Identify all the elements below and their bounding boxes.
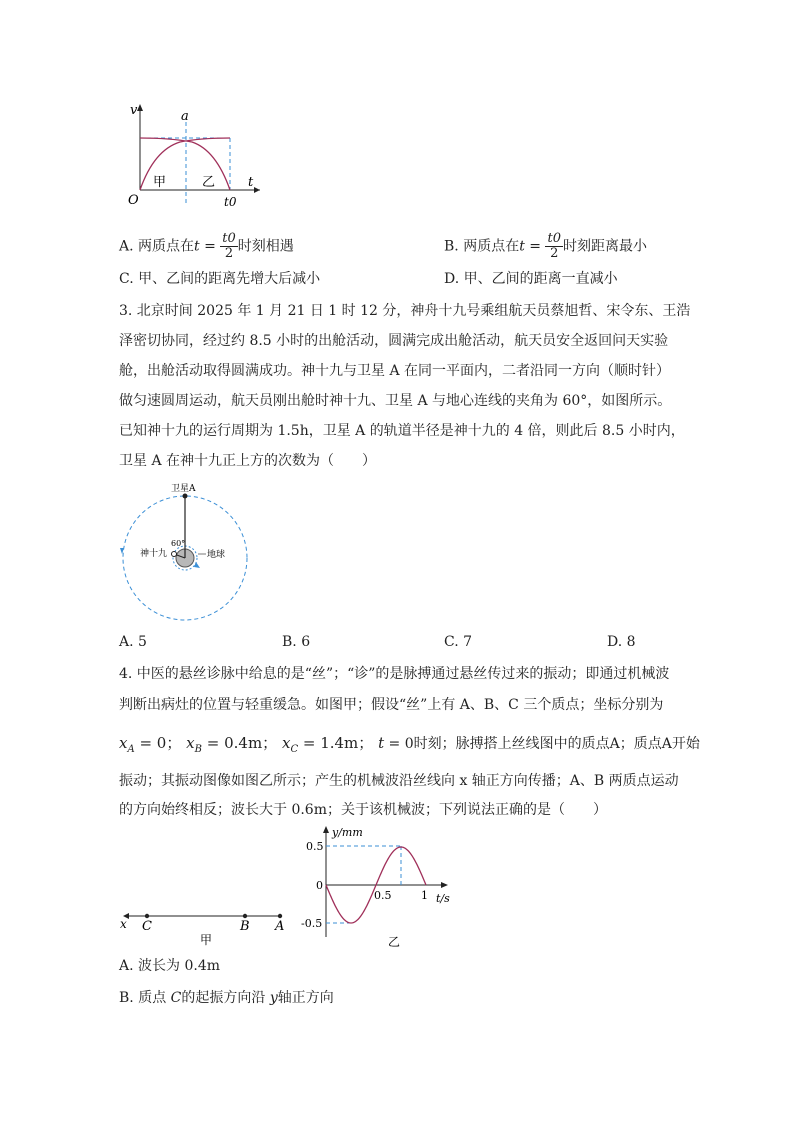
q4-sep1: ； [166, 734, 182, 752]
q4-t: t [378, 734, 385, 752]
label-angle: 60° [171, 539, 186, 548]
xtick-1: 1 [421, 889, 428, 902]
q2-a-prefix: A. 两质点在 [119, 238, 195, 255]
q4-xb: x [186, 734, 195, 752]
y-axis-arrow [323, 826, 329, 833]
label-satellite: 卫星A [171, 484, 196, 494]
q2-a-suffix: 时刻相遇 [237, 238, 294, 255]
point-c [145, 914, 149, 918]
q4-b-c: C [170, 990, 182, 1006]
satellite-dot [183, 494, 188, 499]
label-earth: 地球 [207, 550, 226, 560]
q4-xb-sub: B [194, 744, 202, 755]
q4-xa: x [119, 734, 128, 752]
q3-orbit-figure [118, 478, 258, 628]
q3-line1: 3. 北京时间 2025 年 1 月 21 日 1 时 12 分，神舟十九号乘组航天员蔡旭哲、宋令东、王浩 [119, 303, 691, 319]
q2-a-num: t0 [222, 231, 236, 246]
q2-b-den: 2 [550, 246, 559, 261]
xtick-05: 0.5 [374, 889, 392, 902]
q4-b-suffix: 轴正方向 [277, 990, 334, 1006]
q3-option-a: A. 5 [119, 634, 147, 650]
label-a: a [181, 109, 189, 124]
q2-b-num: t0 [547, 231, 561, 246]
q2-option-c: C. 甲、乙间的距离先增大后减小 [119, 271, 321, 287]
t-axis-arrow [441, 882, 448, 888]
q4-line3-rest: = 0时刻；脉搏搭上丝线图中的质点A；质点A开始 [384, 736, 700, 752]
q3-line6: 卫星 A 在神十九正上方的次数为（ ） [119, 453, 377, 469]
label-x: x [120, 917, 127, 931]
label-yi: 乙 [202, 175, 216, 190]
q2-a-t: t [194, 238, 200, 255]
q4-line2: 判断出病灶的位置与轻重缓急。如图甲；假设“丝”上有 A、B、C 三个质点；坐标分别为 [119, 697, 664, 713]
q4-b-y: y [269, 990, 278, 1006]
q4-sep3: ； [358, 734, 374, 752]
label-t: t [248, 175, 254, 190]
q3-line2: 泽密切协同，经过约 8.5 小时的出舱活动，圆满完成出舱活动，航天员安全返回问天实验 [119, 333, 669, 349]
q4-option-a: A. 波长为 0.4m [119, 958, 221, 974]
q3-stem [119, 296, 691, 476]
q4-b-mid: 的起振方向沿 [181, 990, 266, 1006]
q2-b-prefix: B. 两质点在 [444, 238, 520, 255]
q3-line5: 已知神十九的运行周期为 1.5h，卫星 A 的轨道半径是神十九的 4 倍，则此后 8.5 小时内， [119, 423, 685, 439]
q4-xc: x [281, 734, 291, 752]
q2-a-frac [220, 232, 238, 261]
q2-b-suffix: 时刻距离最小 [562, 238, 647, 255]
label-t0: t0 [224, 195, 237, 209]
q2-a-den: 2 [224, 246, 234, 261]
q4-b-prefix: B. 质点 [119, 990, 167, 1006]
q4-option-b [119, 988, 334, 1008]
q4-sep2: ； [262, 734, 278, 752]
label-v: v [130, 103, 138, 118]
q2-a-eq: = [199, 238, 221, 255]
shenshijiu-dot [172, 552, 177, 557]
q4-line5: 的方向始终相反；波长大于 0.6m；关于该机械波；下列说法正确的是（ ） [119, 802, 607, 818]
q4-xb-val: = 0.4m [201, 734, 263, 752]
tick-05: 0.5 [306, 840, 324, 853]
q2-vt-graph [120, 100, 270, 212]
label-origin: O [128, 193, 139, 208]
ylabel: y/mm [332, 826, 363, 839]
t-axis-arrow [254, 187, 260, 193]
q4-line3 [119, 733, 700, 760]
inner-arrow-icon [194, 562, 200, 568]
label-c: C [142, 919, 152, 934]
q3-line3: 舱，出舱活动取得圆满成功。神十九与卫星 A 在同一平面内，二者沿同一方向（顺时针） [119, 363, 671, 379]
q2-option-b [444, 232, 647, 261]
v-axis-arrow [137, 104, 143, 111]
point-b [243, 914, 247, 918]
tick-0: 0 [316, 879, 323, 892]
label-shenshijiu: 神十九 [140, 549, 168, 559]
point-a [278, 914, 282, 918]
q4-line1: 4. 中医的悬丝诊脉中给息的是“丝”；“诊”的是脉搏通过悬丝传过来的振动；即通过机械波 [119, 666, 670, 682]
q3-option-c: C. 7 [444, 634, 473, 650]
q3-option-d: D. 8 [607, 634, 636, 650]
q4-xa-val: = 0 [134, 734, 167, 752]
q4-line4: 振动；其振动图像如图乙所示；产生的机械波沿丝线向 x 轴正方向传播；A、B 两质点运动 [119, 773, 679, 789]
q2-b-t: t [519, 238, 525, 255]
label-b: B [240, 919, 250, 934]
q4-xc-val: = 1.4m [298, 734, 359, 752]
q4-figure-jia [115, 900, 295, 950]
caption-jia: 甲 [200, 933, 213, 947]
caption-yi: 乙 [388, 935, 401, 949]
q2-b-frac [545, 232, 563, 261]
q2-option-d: D. 甲、乙间的距离一直减小 [444, 271, 618, 287]
xlabel: t/s [436, 892, 450, 905]
q4-figure-yi [296, 822, 456, 950]
tick-m05: -0.5 [301, 917, 323, 930]
label-jia: 甲 [153, 175, 167, 190]
q3-line4: 做匀速圆周运动，航天员刚出舱时神十九、卫星 A 与地心连线的夹角为 60°，如图所示。 [119, 393, 672, 409]
q4-xa-sub: A [127, 744, 135, 755]
q4-xc-sub: C [290, 744, 299, 755]
label-a: A [275, 919, 285, 934]
q3-option-b: B. 6 [282, 634, 311, 650]
q2-option-a [119, 232, 294, 261]
q2-b-eq: = [524, 238, 546, 255]
